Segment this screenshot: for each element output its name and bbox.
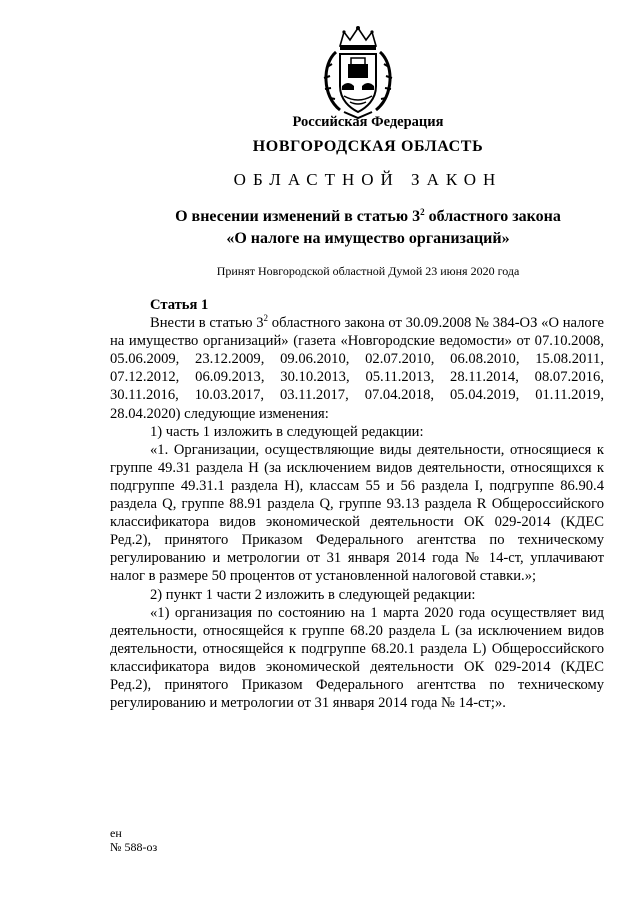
- intro-text-end: областного закона от 30.09.2008 № 384-ОЗ «О налоге на имущество организаций» (газета «Новгородские ведомости» от 07.10.2008, 05.06.2009, 23.12.2009, 09.06.2010, 02.07.2010, 06.08.2010, 15.08.2011, 07.12.2012, 06.09.2013, 30.10.2013, 05.11.2013, 28.11.2014, 08.07.2016, 30.11.2016, 10.03.2017, 03.11.2017, 07.04.2018, 05.04.2019, 01.11.2019, 28.04.2020) следующие изменения:: [110, 315, 604, 422]
- item-1-text: «1. Организации, осуществляющие виды деятельности, относящиеся к группе 49.31 раздела Н (за исключением видов деятельности, относящихся к подгруппе 49.31.1 раздела Н), классам 55 и 56 раздела I, подгруппе 86.90.4 раздела Q, группе 88.91 раздела Q, группе 93.13 раздела R Общероссийского классификатора видов экономической деятельности ОК 029-2014 (КДЕС Ред.2), принятого Приказом Федерального агентства по техническому регулированию и метрологии от 31 января 2014 года № 14-ст, уплачивают налог в размере 50 процентов от установленной налоговой ставки.»;: [110, 441, 604, 585]
- federation-heading: Российская Федерация: [292, 114, 444, 130]
- article-heading: Статья 1: [150, 297, 209, 313]
- article-intro: [110, 314, 604, 423]
- law-title-text-end: областного закона: [424, 208, 561, 225]
- law-title-line1: [48, 208, 640, 226]
- region-heading: НОВГОРОДСКАЯ ОБЛАСТЬ: [252, 138, 484, 155]
- intro-superscript: 2: [263, 313, 269, 324]
- law-body: [110, 296, 604, 712]
- law-title-text: О внесении изменений в статью 3: [175, 208, 421, 225]
- footer-number: № 588-оз: [110, 840, 158, 854]
- item-2-text: «1) организация по состоянию на 1 марта 2020 года осуществляет вид деятельности, относящейся к группе 68.20 раздела L (за исключением видов деятельности, относящейся к подгруппе 68.20.1 раздела L) Общероссийского классификатора видов экономической деятельности ОК 029-2014 (КДЕС Ред.2), принятого Приказом Федерального агентства по техническому регулированию и метрологии от 31 января 2014 года № 14-ст;».: [110, 604, 604, 712]
- item-1: 1) часть 1 изложить в следующей редакции:: [150, 423, 424, 440]
- item-2: 2) пункт 1 части 2 изложить в следующей редакции:: [150, 586, 476, 603]
- intro-text-start: Внести в статью 3: [150, 315, 264, 332]
- law-type-heading: ОБЛАСТНОЙ ЗАКОН: [233, 170, 503, 189]
- footer: [110, 826, 157, 854]
- law-title-line2: «О налоге на имущество организаций»: [226, 230, 510, 247]
- coat-of-arms-icon: [318, 24, 398, 120]
- law-title-superscript: 2: [420, 207, 425, 217]
- adoption-note: Принят Новгородской областной Думой 23 июня 2020 года: [216, 264, 520, 278]
- footer-initials: ен: [110, 826, 122, 840]
